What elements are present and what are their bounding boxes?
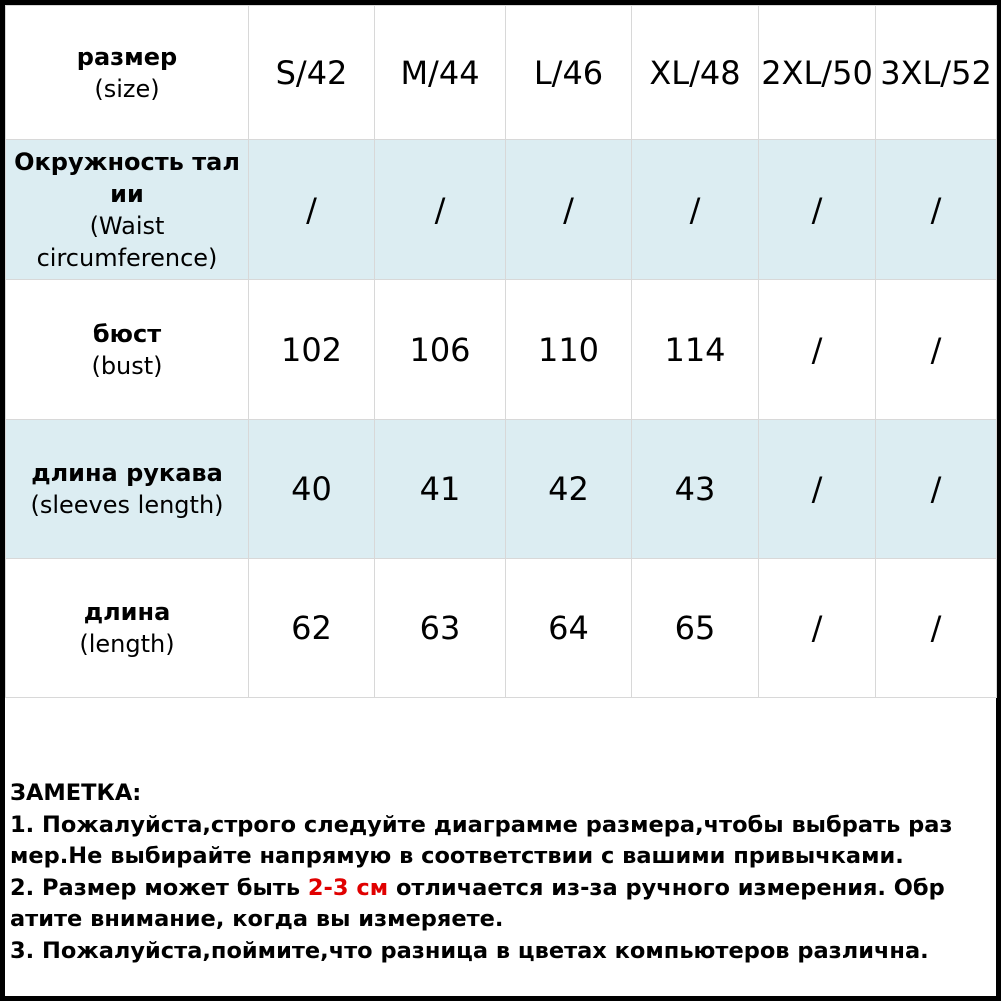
note-3: 3. Пожалуйста,поймите,что разница в цветах компьютеров различна. — [10, 937, 929, 964]
note-2-line-2: атите внимание, когда вы измеряете. — [10, 906, 504, 932]
note-2-highlight: 2-3 см — [307, 874, 389, 901]
waist-xl: / — [632, 140, 759, 280]
sleeve-3xl: / — [876, 420, 997, 559]
sleeve-m: 41 — [375, 420, 506, 559]
size-2xl: 2XL/50 — [759, 6, 876, 140]
sleeve-s: 40 — [249, 420, 375, 559]
length-l: 64 — [506, 559, 632, 698]
size-l: L/46 — [506, 6, 632, 140]
size-3xl: 3XL/52 — [876, 6, 997, 140]
waist-2xl: / — [759, 140, 876, 280]
bust-row — [6, 280, 997, 420]
length-s: 62 — [249, 559, 375, 698]
size-xl: XL/48 — [632, 6, 759, 140]
note-2-text-before: 2. Размер может быть — [10, 874, 308, 901]
note-1-line-1: 1. Пожалуйста,строго следуйте диаграмме размера,чтобы выбрать раз — [10, 811, 953, 838]
sleeve-row — [6, 420, 997, 559]
size-header-row — [6, 6, 997, 140]
note-2-text-after: отличается из-за ручного измерения. Обр — [388, 874, 945, 901]
size-label-ru: размер — [76, 42, 178, 71]
waist-l: / — [506, 140, 632, 280]
bust-label — [6, 280, 249, 420]
bust-s: 102 — [249, 280, 375, 420]
waist-label-ru-1: Окружность тал — [14, 147, 240, 176]
bust-m: 106 — [375, 280, 506, 420]
bust-3xl: / — [876, 280, 997, 420]
bust-xl: 114 — [632, 280, 759, 420]
waist-label-en-1: (Waist — [89, 211, 165, 240]
waist-3xl: / — [876, 140, 997, 280]
notes-title: ЗАМЕТКА: — [10, 780, 142, 806]
length-2xl: / — [759, 559, 876, 698]
length-label-ru: длина — [83, 598, 171, 626]
waist-label — [6, 140, 249, 280]
waist-s: / — [249, 140, 375, 280]
length-label-en: (length) — [79, 630, 175, 658]
size-s: S/42 — [249, 6, 375, 140]
sleeve-label — [6, 420, 249, 559]
waist-label-en-2: circumference) — [36, 243, 218, 272]
size-header-label — [6, 6, 249, 140]
sleeve-l: 42 — [506, 420, 632, 559]
length-label — [6, 559, 249, 698]
length-row — [6, 559, 997, 698]
sleeve-label-ru: длина рукава — [31, 459, 223, 487]
length-3xl: / — [876, 559, 997, 698]
bust-l: 110 — [506, 280, 632, 420]
size-chart-table — [5, 5, 997, 698]
sleeve-xl: 43 — [632, 420, 759, 559]
size-label-en: (size) — [94, 74, 160, 103]
size-m: M/44 — [375, 6, 506, 140]
waist-m: / — [375, 140, 506, 280]
waist-label-ru-2: ии — [110, 179, 144, 208]
waist-row — [6, 140, 997, 280]
note-2-line-1 — [10, 873, 995, 905]
bust-label-ru: бюст — [92, 319, 162, 348]
notes-block — [10, 778, 995, 967]
length-m: 63 — [375, 559, 506, 698]
sleeve-label-en: (sleeves length) — [30, 491, 224, 519]
bust-2xl: / — [759, 280, 876, 420]
note-1-line-2: мер.Не выбирайте напрямую в соответствии с вашими привычками. — [10, 843, 904, 869]
sleeve-2xl: / — [759, 420, 876, 559]
length-xl: 65 — [632, 559, 759, 698]
bust-label-en: (bust) — [91, 351, 163, 380]
